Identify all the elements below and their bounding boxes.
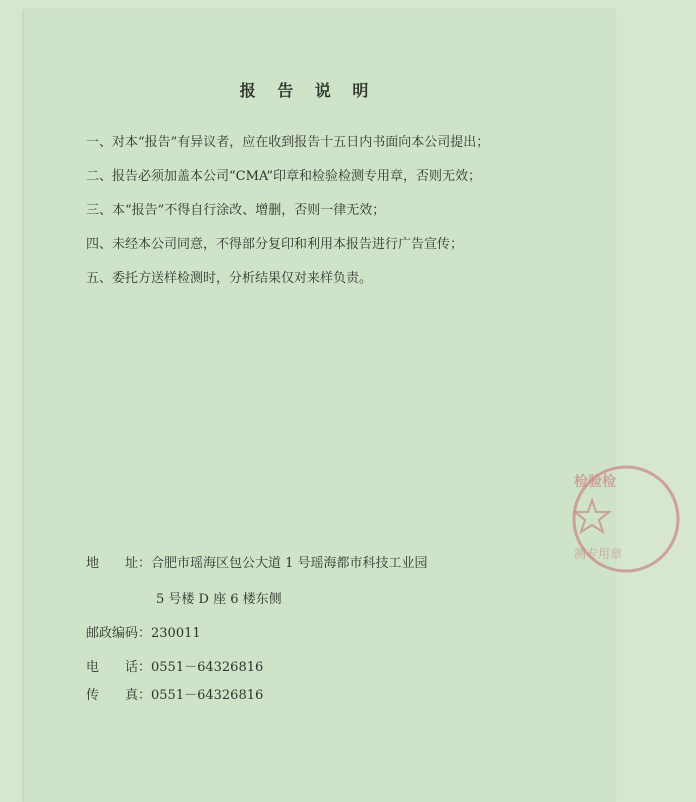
seal-icon <box>568 462 696 576</box>
fax-label: 传 真： <box>86 688 152 703</box>
report-page <box>24 10 616 802</box>
svg-text:测专用章: 测专用章 <box>574 547 623 561</box>
notice-item-4: 四、未经本公司同意，不得部分复印和利用本报告进行广告宣传； <box>86 237 464 252</box>
fax-row <box>86 688 263 704</box>
address-label: 地 址： <box>86 556 152 571</box>
postcode-value: 230011 <box>151 626 201 641</box>
address-row <box>86 556 428 572</box>
notice-item-5: 五、委托方送样检测时，分析结果仅对来样负责。 <box>86 271 373 286</box>
inspection-seal <box>568 462 632 576</box>
page-title: 报 告 说 明 <box>239 81 377 100</box>
fax-value: 0551－64326816 <box>151 688 264 703</box>
phone-value: 0551－64326816 <box>151 660 264 675</box>
notice-list <box>86 130 489 300</box>
postcode-label: 邮政编码： <box>86 626 152 641</box>
notice-item-2: 二、报告必须加盖本公司“CMA”印章和检验检测专用章，否则无效； <box>86 169 482 184</box>
svg-text:检验检: 检验检 <box>574 474 616 490</box>
notice-item-3: 三、本“报告”不得自行涂改、增删，否则一律无效； <box>86 203 386 218</box>
address-value: 合肥市瑶海区包公大道 1 号瑶海都市科技工业园 <box>151 556 428 571</box>
notice-item-1: 一、对本“报告”有异议者，应在收到报告十五日内书面向本公司提出； <box>86 135 490 150</box>
address-line-2: 5 号楼 D 座 6 楼东侧 <box>156 592 282 607</box>
postcode-row <box>86 626 201 642</box>
phone-row <box>86 660 263 676</box>
phone-label: 电 话： <box>86 660 152 675</box>
